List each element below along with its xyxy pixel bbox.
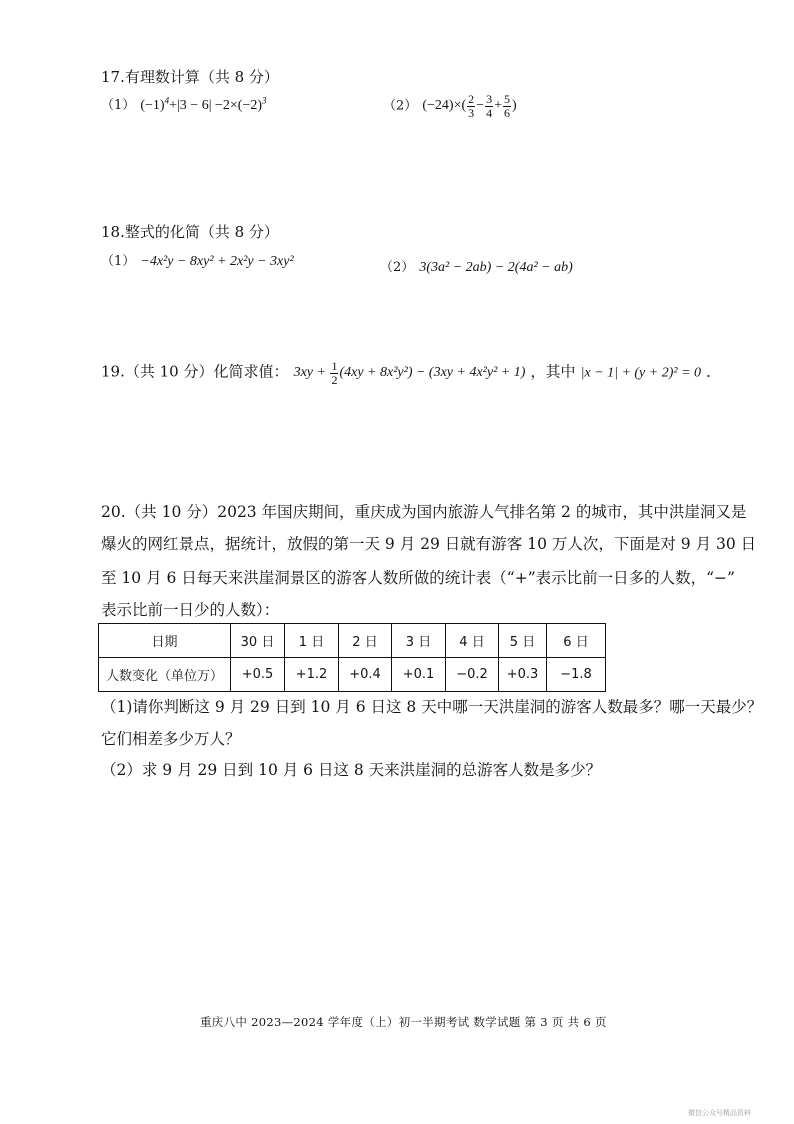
- q18-part2-expression: 3(3a² − 2ab) − 2(4a² − ab): [419, 260, 573, 275]
- q20-line-2: 爆火的网红景点，据统计，放假的第一天 9 月 29 日就有游客 10 万人次，下面是对 9 月 30 日: [101, 535, 757, 553]
- table-cell: +0.3: [499, 658, 547, 692]
- q20-sub2: （2）求 9 月 29 日到 10 月 6 日这 8 天来洪崖洞的总游客人数是多少？: [101, 761, 602, 779]
- q19: 19.（共 10 分）化简求值： 3xy + $\frac{1}{2}$ (4xy + 8x²y²) − (3xy + 4x²y² + 1) ，其中 |x − 1| + (y + 2)² = 0 ．: [101, 359, 722, 387]
- q18-heading: 18.整式的化简（共 8 分）: [101, 223, 279, 241]
- table-cell: +0.4: [339, 658, 392, 692]
- q18-part2: [380, 256, 573, 276]
- table-cell: −1.8: [547, 658, 606, 692]
- q17-part2-label: （2）: [383, 98, 418, 114]
- table-cell: 5 日: [499, 624, 547, 658]
- table-cell: 3 日: [392, 624, 446, 658]
- q18-part1-label: （1）: [101, 254, 136, 269]
- page-footer: 重庆八中 2023—2024 学年度（上）初一半期考试 数学试题 第 3 页 共 6 页: [200, 1015, 607, 1029]
- q17-part1: [101, 94, 267, 114]
- q17-heading: 17.有理数计算（共 8 分）: [101, 68, 279, 86]
- q20-line-3: 至 10 月 6 日每天来洪崖洞景区的游客人数所做的统计表（“+”表示比前一日多的人数，“−”: [101, 569, 735, 587]
- table-cell: 30 日: [231, 624, 285, 658]
- table-row: [99, 624, 606, 658]
- table-row: [99, 658, 606, 692]
- table-cell: 2 日: [339, 624, 392, 658]
- q18-part1-expression: −4x²y − 8xy² + 2x²y − 3xy²: [140, 254, 294, 269]
- watermark: 微信公众号精品资料: [688, 1109, 751, 1117]
- q18-part2-label: （2）: [380, 260, 415, 275]
- q19-expression: 3xy + $\frac{1}{2}$ (4xy + 8x²y²) − (3xy + 4x²y² + 1): [293, 359, 526, 387]
- table-cell: 4 日: [446, 624, 499, 658]
- table-cell: +0.1: [392, 658, 446, 692]
- q17-part2: [383, 93, 517, 119]
- visitor-change-table: [98, 623, 606, 692]
- q19-condition: |x − 1| + (y + 2)² = 0: [580, 365, 702, 381]
- table-cell: 6 日: [547, 624, 606, 658]
- q20-sub1-line-2: 它们相差多少万人？: [101, 730, 241, 748]
- q20-line-4: 表示比前一日少的人数）：: [101, 601, 280, 619]
- q20-line-1: 20.（共 10 分）2023 年国庆期间，重庆成为国内旅游人气排名第 2 的城市，其中洪崖洞又是: [101, 503, 747, 521]
- q17-part2-expression: (−24)×( $\frac{2}{3}$ − $\frac{3}{4}$ + $\frac{5}{6}$ ): [422, 92, 517, 120]
- q20-sub1-line-1: （1)请你判断这 9 月 29 日到 10 月 6 日这 8 天中哪一天洪崖洞的游客人数最多？哪一天最少？: [101, 698, 763, 716]
- q17-part1-expression: $(-1)^4+|3 - 6| -2\times(-2)^3$: [140, 95, 267, 113]
- q19-lead: 19.（共 10 分）化简求值：: [101, 362, 289, 381]
- table-cell: −0.2: [446, 658, 499, 692]
- table-cell: +1.2: [285, 658, 339, 692]
- table-cell: 1 日: [285, 624, 339, 658]
- table-cell: +0.5: [231, 658, 285, 692]
- table-header-label: 日期: [99, 624, 231, 658]
- table-row-label: 人数变化（单位万）: [99, 658, 231, 692]
- q19-condition-lead: ，其中: [530, 362, 576, 381]
- q17-part1-label: （1）: [101, 98, 136, 113]
- q18-part1: [101, 250, 294, 270]
